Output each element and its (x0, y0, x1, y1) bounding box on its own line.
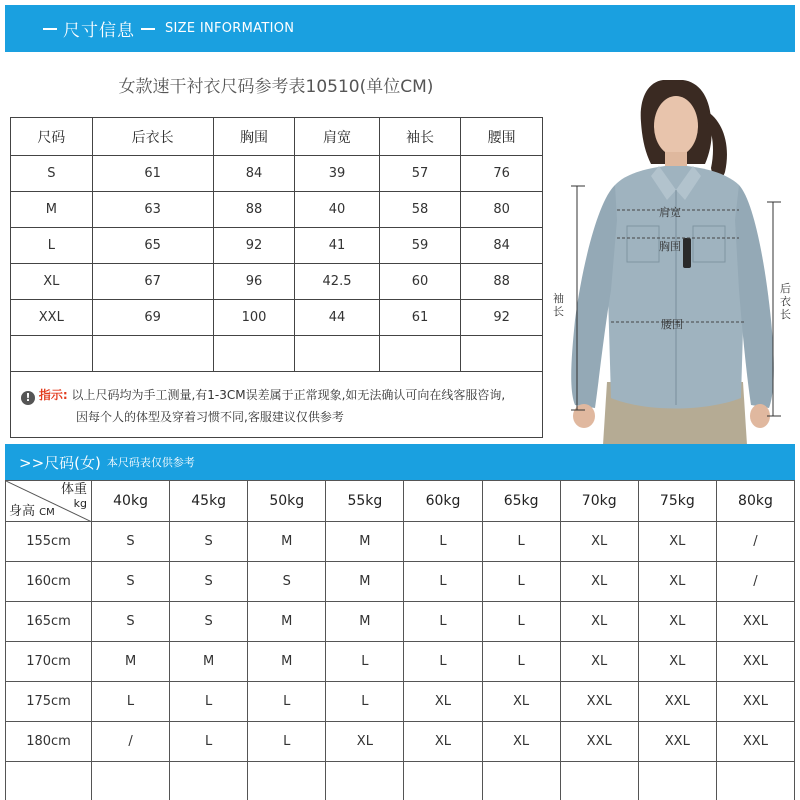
size-cell: XL (638, 522, 716, 562)
size-cell: / (92, 722, 170, 762)
corner-weight-unit: kg (73, 497, 87, 510)
size-cell: / (716, 522, 794, 562)
table-cell (92, 336, 213, 372)
table-row (11, 300, 543, 336)
header-dash-left (43, 28, 57, 30)
table-cell: 88 (461, 264, 543, 300)
size-cell: M (170, 642, 248, 682)
size-cell: M (326, 562, 404, 602)
table-row (6, 642, 795, 682)
corner-weight-label (61, 483, 87, 511)
table-cell: L (11, 228, 93, 264)
column-header: 肩宽 (295, 118, 379, 156)
size-cell: XL (404, 722, 482, 762)
fit-header-row (6, 481, 795, 522)
header-dash-right (141, 28, 155, 30)
size-cell: XXL (638, 722, 716, 762)
size-cell: XL (560, 522, 638, 562)
fit-section-title: >>尺码(女) (19, 453, 101, 472)
size-cell: L (482, 602, 560, 642)
weight-header: 80kg (716, 481, 794, 522)
corner-height-text: 身高 (9, 504, 36, 519)
weight-header: 75kg (638, 481, 716, 522)
info-icon: ! (21, 391, 35, 405)
column-header: 尺码 (11, 118, 93, 156)
column-header: 袖长 (379, 118, 461, 156)
corner-cell (6, 481, 92, 522)
note-label: 指示: (38, 388, 68, 402)
table-cell: 96 (213, 264, 295, 300)
sleeve-length-label: 袖长 (553, 292, 564, 318)
shoulder-label: 肩宽 (659, 206, 681, 219)
table-cell: XXL (11, 300, 93, 336)
table-cell: 41 (295, 228, 379, 264)
note-text-1: 以上尺码均为手工测量,有1-3CM误差属于正常现象,如无法确认可向在线客服咨询, (71, 388, 506, 402)
height-weight-table (5, 480, 795, 800)
empty-cell (482, 762, 560, 800)
table-row (6, 682, 795, 722)
table-cell: 61 (379, 300, 461, 336)
height-cell: 180cm (6, 722, 92, 762)
empty-cell (638, 762, 716, 800)
table-cell (295, 336, 379, 372)
size-cell: XXL (716, 682, 794, 722)
chest-label: 胸围 (659, 240, 681, 253)
empty-cell (170, 762, 248, 800)
empty-cell (248, 762, 326, 800)
table-cell: 39 (295, 156, 379, 192)
table-cell: 88 (213, 192, 295, 228)
size-cell: XL (482, 722, 560, 762)
note-text-2: 因每个人的体型及穿着习惯不同,客服建议仅供参考 (76, 410, 344, 424)
table-cell: 59 (379, 228, 461, 264)
table-cell: M (11, 192, 93, 228)
table-cell: 84 (213, 156, 295, 192)
size-cell: M (248, 642, 326, 682)
table-cell (213, 336, 295, 372)
size-cell: S (170, 522, 248, 562)
weight-header: 45kg (170, 481, 248, 522)
table-row (11, 228, 543, 264)
table-cell (11, 336, 93, 372)
size-cell: XXL (560, 682, 638, 722)
table-cell: 42.5 (295, 264, 379, 300)
table-cell: 63 (92, 192, 213, 228)
table-cell: XL (11, 264, 93, 300)
column-header: 后衣长 (92, 118, 213, 156)
table-cell: 65 (92, 228, 213, 264)
table-cell: 57 (379, 156, 461, 192)
size-cell: XL (482, 682, 560, 722)
size-cell: L (248, 722, 326, 762)
size-cell: XXL (560, 722, 638, 762)
header-title-cn: 尺寸信息 (63, 21, 135, 41)
fit-section-subtitle: 本尺码表仅供参考 (106, 456, 195, 469)
height-cell: 175cm (6, 682, 92, 722)
table-row-empty (6, 762, 795, 800)
weight-header: 65kg (482, 481, 560, 522)
table-cell: 92 (213, 228, 295, 264)
weight-header: 70kg (560, 481, 638, 522)
table-row (6, 602, 795, 642)
back-length-label: 后衣长 (780, 282, 791, 321)
size-cell: M (326, 522, 404, 562)
weight-header: 55kg (326, 481, 404, 522)
table-cell: 60 (379, 264, 461, 300)
empty-cell (92, 762, 170, 800)
weight-header: 40kg (92, 481, 170, 522)
table-cell: 58 (379, 192, 461, 228)
model-figure (555, 60, 795, 445)
table-row (11, 156, 543, 192)
table-cell: 61 (92, 156, 213, 192)
weight-header: 60kg (404, 481, 482, 522)
size-cell: XXL (716, 602, 794, 642)
size-cell: M (326, 602, 404, 642)
size-chart-title: 女款速干衬衣尺码参考表10510(单位CM) (118, 77, 434, 97)
empty-cell (326, 762, 404, 800)
column-header: 胸围 (213, 118, 295, 156)
corner-height-unit: CM (39, 507, 55, 518)
table-cell: S (11, 156, 93, 192)
size-cell: L (404, 602, 482, 642)
table-row (11, 192, 543, 228)
empty-cell (716, 762, 794, 800)
measurement-note (10, 368, 543, 438)
size-cell: M (92, 642, 170, 682)
height-cell: 165cm (6, 602, 92, 642)
size-cell: L (482, 562, 560, 602)
corner-height-label (9, 500, 55, 519)
size-cell: L (92, 682, 170, 722)
size-cell: L (404, 562, 482, 602)
size-cell: L (170, 722, 248, 762)
table-cell: 40 (295, 192, 379, 228)
table-cell: 92 (461, 300, 543, 336)
size-cell: XL (638, 562, 716, 602)
size-cell: XL (638, 602, 716, 642)
column-header: 腰围 (461, 118, 543, 156)
table-cell: 80 (461, 192, 543, 228)
note-line-1 (21, 384, 542, 406)
height-cell: 170cm (6, 642, 92, 682)
size-cell: L (170, 682, 248, 722)
table-cell: 76 (461, 156, 543, 192)
size-cell: S (92, 522, 170, 562)
size-cell: XL (638, 642, 716, 682)
height-cell: 155cm (6, 522, 92, 562)
size-cell: / (716, 562, 794, 602)
size-cell: S (92, 562, 170, 602)
size-cell: XXL (716, 722, 794, 762)
size-cell: L (326, 682, 404, 722)
size-cell: S (170, 562, 248, 602)
size-cell: XL (560, 642, 638, 682)
header-title-en: SIZE INFORMATION (165, 21, 295, 36)
size-cell: M (248, 602, 326, 642)
height-cell: 160cm (6, 562, 92, 602)
size-cell: L (248, 682, 326, 722)
table-cell (379, 336, 461, 372)
size-cell: L (326, 642, 404, 682)
size-cell: M (248, 522, 326, 562)
table-row-empty (11, 336, 543, 372)
empty-cell (560, 762, 638, 800)
size-info-header (5, 5, 795, 52)
size-cell: XL (404, 682, 482, 722)
table-cell: 100 (213, 300, 295, 336)
empty-cell (6, 762, 92, 800)
size-cell: XXL (716, 642, 794, 682)
table-row (6, 562, 795, 602)
size-cell: S (170, 602, 248, 642)
table-cell (461, 336, 543, 372)
size-cell: L (404, 642, 482, 682)
size-cell: XL (560, 562, 638, 602)
size-cell: L (404, 522, 482, 562)
table-row (6, 522, 795, 562)
fit-section-header (5, 444, 795, 480)
table-cell: 69 (92, 300, 213, 336)
weight-header: 50kg (248, 481, 326, 522)
size-chart-header-row (11, 118, 543, 156)
table-cell: 44 (295, 300, 379, 336)
size-cell: L (482, 522, 560, 562)
size-cell: L (482, 642, 560, 682)
size-cell: S (248, 562, 326, 602)
corner-weight-text: 体重 (60, 482, 87, 497)
size-cell: XXL (638, 682, 716, 722)
table-cell: 67 (92, 264, 213, 300)
table-row (11, 264, 543, 300)
table-cell: 84 (461, 228, 543, 264)
table-row (6, 722, 795, 762)
empty-cell (404, 762, 482, 800)
waist-label: 腰围 (661, 318, 683, 331)
size-chart-table (10, 117, 543, 372)
size-cell: S (92, 602, 170, 642)
size-cell: XL (326, 722, 404, 762)
size-cell: XL (560, 602, 638, 642)
